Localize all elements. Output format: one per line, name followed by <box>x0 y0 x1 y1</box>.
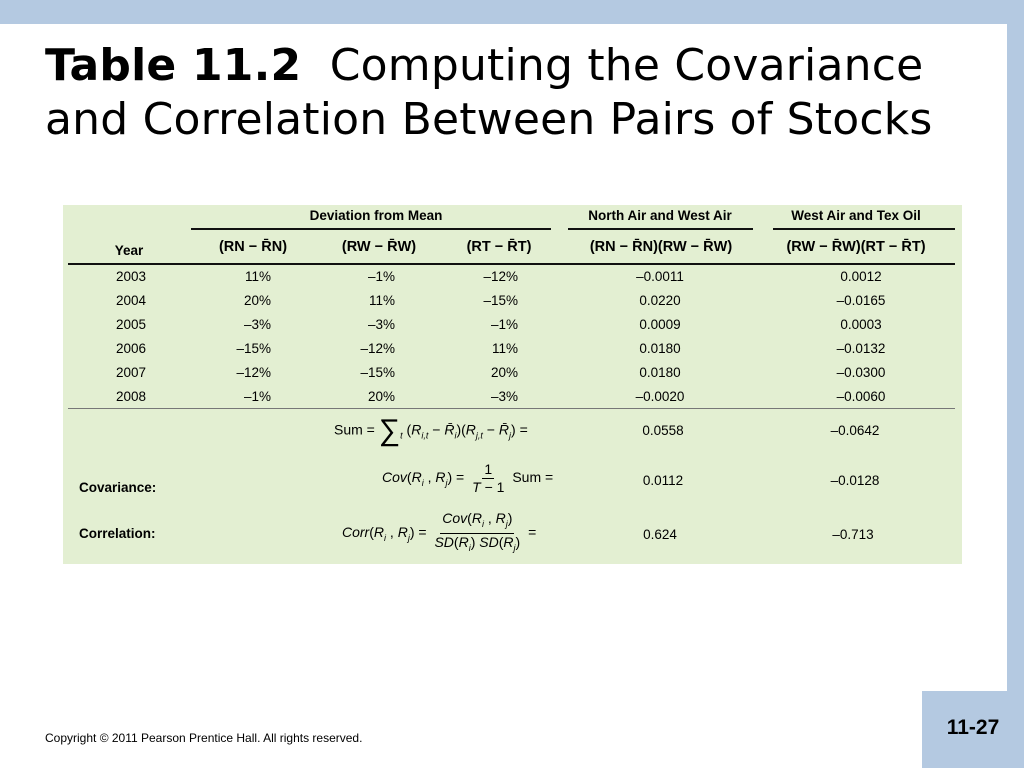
cell-wt: –0.0165 <box>836 293 886 308</box>
group-header-west-tex: West Air and Tex Oil <box>791 208 921 223</box>
cell-wt: –0.0132 <box>836 341 886 356</box>
cell-year: 2003 <box>115 269 147 284</box>
cell-rn: –1% <box>243 389 271 404</box>
title-text: Computing the Covariance and Correlation Between Pairs of Stocks <box>45 40 933 145</box>
cell-nw: 0.0180 <box>639 341 681 356</box>
cell-nw: 0.0180 <box>639 365 681 380</box>
col-header-nw: (RN − R̄N)(RW − R̄W) <box>589 239 733 255</box>
group-header-north-west: North Air and West Air <box>588 208 732 223</box>
page-number-box <box>922 691 1024 768</box>
col-header-wt: (RW − R̄W)(RT − R̄T) <box>786 239 926 255</box>
cell-rw: –3% <box>367 317 395 332</box>
cell-rt: –3% <box>490 389 518 404</box>
rule-deviation <box>191 228 551 230</box>
covariance-formula: $Cov(R_i$ , $R_j$) = $\frac{1}{T - 1}$ Sum = <box>382 461 554 495</box>
cell-rt: –15% <box>483 293 518 308</box>
correlation-north-west: 0.624 <box>643 527 677 542</box>
rule-header-bottom <box>68 263 955 265</box>
page-number: 11-27 <box>946 715 1000 739</box>
cell-nw: –0.0020 <box>635 389 685 404</box>
covariance-west-tex: –0.0128 <box>830 473 880 488</box>
cell-rn: 11% <box>244 269 271 284</box>
cell-rn: –12% <box>236 365 271 380</box>
cell-wt: –0.0060 <box>836 389 886 404</box>
top-accent-band <box>0 0 1024 24</box>
rule-west-tex <box>773 228 955 230</box>
cell-rw: –12% <box>360 341 395 356</box>
sum-formula: Sum = $\sum_t$ ($R_{i,t}$ − $R̄_i)(R_{j,t}$ − $R̄_j$) = <box>334 414 528 447</box>
cell-rt: 20% <box>490 365 518 380</box>
cell-nw: 0.0220 <box>639 293 681 308</box>
cell-rw: –15% <box>360 365 395 380</box>
cell-nw: –0.0011 <box>636 269 684 284</box>
copyright-notice: Copyright © 2011 Pearson Prentice Hall. All rights reserved. <box>45 731 363 745</box>
correlation-west-tex: –0.713 <box>832 527 874 542</box>
title-label: Table 11.2 <box>45 40 302 91</box>
cell-rt: –12% <box>483 269 518 284</box>
cell-rw: 11% <box>368 293 395 308</box>
cell-rn: –15% <box>236 341 271 356</box>
cell-rn: –3% <box>243 317 271 332</box>
cell-wt: 0.0012 <box>840 269 882 284</box>
cell-rt: 11% <box>491 341 518 356</box>
cell-rn: 20% <box>243 293 271 308</box>
correlation-formula: $Corr(R_i$ , $R_j$) = $\frac{Cov(R_i , R_j)}{SD(R_i) SD(R_j)}$ = <box>342 510 537 553</box>
col-header-year: Year <box>114 243 144 258</box>
covariance-label: Covariance: <box>79 480 157 495</box>
cell-year: 2006 <box>115 341 147 356</box>
sum-west-tex: –0.0642 <box>830 423 880 438</box>
cell-rw: 20% <box>367 389 395 404</box>
cell-wt: 0.0003 <box>840 317 882 332</box>
covariance-table <box>63 205 962 564</box>
cell-wt: –0.0300 <box>836 365 886 380</box>
rule-summary <box>68 408 955 409</box>
right-accent-band <box>1007 24 1024 691</box>
cell-year: 2005 <box>115 317 147 332</box>
correlation-label: Correlation: <box>79 526 156 541</box>
cell-year: 2004 <box>115 293 147 308</box>
sum-north-west: 0.0558 <box>642 423 684 438</box>
rule-north-west <box>568 228 753 230</box>
col-header-rt: (RT − R̄T) <box>466 239 532 255</box>
slide-title <box>45 39 995 147</box>
col-header-rw: (RW − R̄W) <box>341 239 417 255</box>
covariance-north-west: 0.0112 <box>642 473 684 488</box>
cell-rw: –1% <box>367 269 395 284</box>
cell-year: 2008 <box>115 389 147 404</box>
cell-rt: –1% <box>490 317 518 332</box>
group-header-deviation: Deviation from Mean <box>309 208 443 223</box>
cell-year: 2007 <box>115 365 147 380</box>
col-header-rn: (RN − R̄N) <box>218 239 288 255</box>
cell-nw: 0.0009 <box>639 317 681 332</box>
